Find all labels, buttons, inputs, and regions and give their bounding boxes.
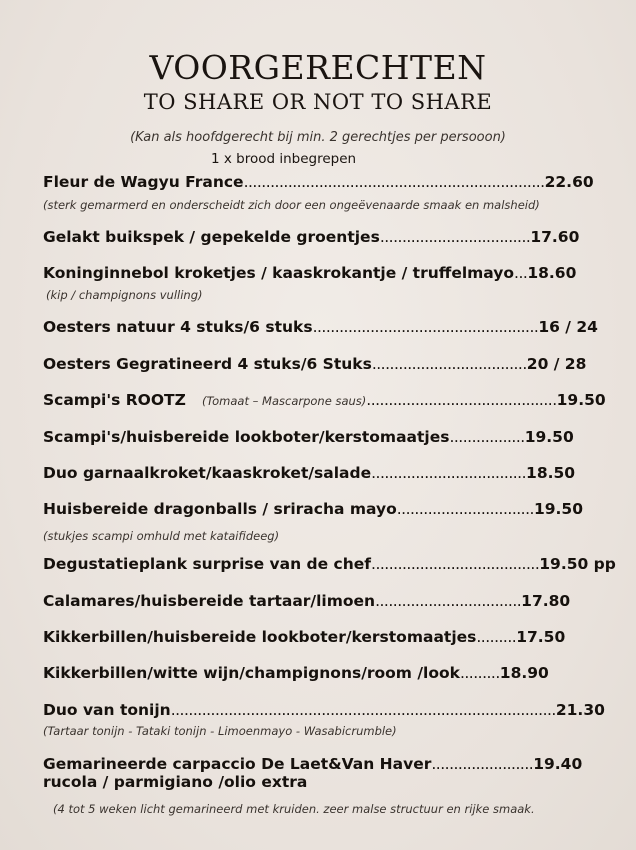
menu-item xyxy=(43,498,583,520)
item-name: Calamares/huisbereide tartaar/limoen xyxy=(43,592,376,610)
item-name: Kikkerbillen/huisbereide lookboter/kerstomaatjes xyxy=(43,628,477,646)
item-price: 16 / 24 xyxy=(538,318,598,336)
item-price: 17.60 xyxy=(530,228,580,246)
menu-item xyxy=(43,553,616,575)
menu-subtitle: TO SHARE OR NOT TO SHARE xyxy=(143,90,493,114)
item-name: Scampi's ROOTZ xyxy=(43,391,186,409)
item-price: 19.50 xyxy=(533,500,583,518)
item-dots: ................. xyxy=(449,428,525,446)
menu-item xyxy=(43,226,579,248)
item-name: Degustatieplank surprise van de chef xyxy=(43,555,372,573)
menu-item xyxy=(43,426,574,448)
item-dots: ... xyxy=(514,264,528,282)
item-price: 18.90 xyxy=(499,664,549,682)
item-dots: ......... xyxy=(476,628,517,646)
item-dots: ................................... xyxy=(371,464,527,482)
menu-item xyxy=(43,316,598,338)
item-description: (4 tot 5 weken licht gemarineerd met kruiden. zeer malse structuur en rijke smaak. xyxy=(53,802,535,816)
item-dots: ........................................... xyxy=(366,391,557,409)
item-price: 19.50 xyxy=(556,391,606,409)
menu-item xyxy=(43,699,605,721)
item-dots: .................................. xyxy=(379,228,531,246)
item-name: Duo garnaalkroket/kaaskroket/salade xyxy=(43,464,372,482)
item-dots: .................................................................... xyxy=(243,173,545,191)
item-price: 19.50 xyxy=(524,428,574,446)
menu-item-line2 xyxy=(43,771,307,793)
item-name: Huisbereide dragonballs / sriracha mayo xyxy=(43,500,397,518)
item-dots: ......... xyxy=(459,664,500,682)
item-price: 17.80 xyxy=(521,592,571,610)
menu-title: VOORGERECHTEN xyxy=(149,48,487,87)
item-name: Scampi's/huisbereide lookboter/kerstomaatjes xyxy=(43,428,450,446)
item-name: Oesters natuur 4 stuks/6 stuks xyxy=(43,318,313,336)
item-dots: ................................. xyxy=(375,592,522,610)
item-inline-note: (Tomaat – Mascarpone saus) xyxy=(202,394,367,408)
item-name: Gemarineerde carpaccio De Laet&Van Haver xyxy=(43,755,432,773)
item-dots: ....................... xyxy=(431,755,534,773)
menu-item xyxy=(43,662,549,684)
item-dots: ................................................... xyxy=(312,318,539,336)
item-price: 17.50 xyxy=(516,628,566,646)
item-price: 18.50 xyxy=(526,464,576,482)
menu-item xyxy=(43,462,575,484)
item-name: Duo van tonijn xyxy=(43,701,171,719)
menu-item xyxy=(43,389,606,411)
item-name: Koninginnebol kroketjes / kaaskrokantje / truffelmayo xyxy=(43,264,515,282)
menu-item xyxy=(43,171,594,193)
menu-note: (Kan als hoofdgerecht bij min. 2 gerechtjes per persooon) xyxy=(130,130,506,145)
item-name: Kikkerbillen/witte wijn/champignons/room /look xyxy=(43,664,460,682)
menu-item xyxy=(43,590,570,612)
menu-item xyxy=(43,353,586,375)
item-name-line2: rucola / parmigiano /olio extra xyxy=(43,773,308,791)
item-name: Oesters Gegratineerd 4 stuks/6 Stuks xyxy=(43,355,372,373)
item-price: 20 / 28 xyxy=(526,355,587,373)
item-dots: ...................................... xyxy=(371,555,540,573)
item-name: Gelakt buikspek / gepekelde groentjes xyxy=(43,228,380,246)
item-description: (kip / champignons vulling) xyxy=(46,288,203,302)
menu-item xyxy=(43,262,576,284)
item-price: 18.60 xyxy=(527,264,577,282)
item-price: 21.30 xyxy=(555,701,605,719)
item-name: Fleur de Wagyu France xyxy=(43,173,244,191)
item-dots: ....................................................................................... xyxy=(170,701,556,719)
item-description: (sterk gemarmerd en onderscheidt zich door een ongeëvenaarde smaak en malsheid) xyxy=(43,198,540,212)
item-dots: ................................... xyxy=(371,355,527,373)
item-description: (stukjes scampi omhuld met kataifideeg) xyxy=(43,529,280,543)
item-description: (Tartaar tonijn - Tataki tonijn - Limoenmayo - Wasabicrumble) xyxy=(43,724,397,738)
bread-note: 1 x brood inbegrepen xyxy=(211,151,357,167)
item-price: 22.60 xyxy=(544,173,594,191)
item-price: 19.50 pp xyxy=(539,555,616,573)
item-price: 19.40 xyxy=(533,755,583,773)
item-dots: ............................... xyxy=(396,500,534,518)
menu-item xyxy=(43,626,565,648)
